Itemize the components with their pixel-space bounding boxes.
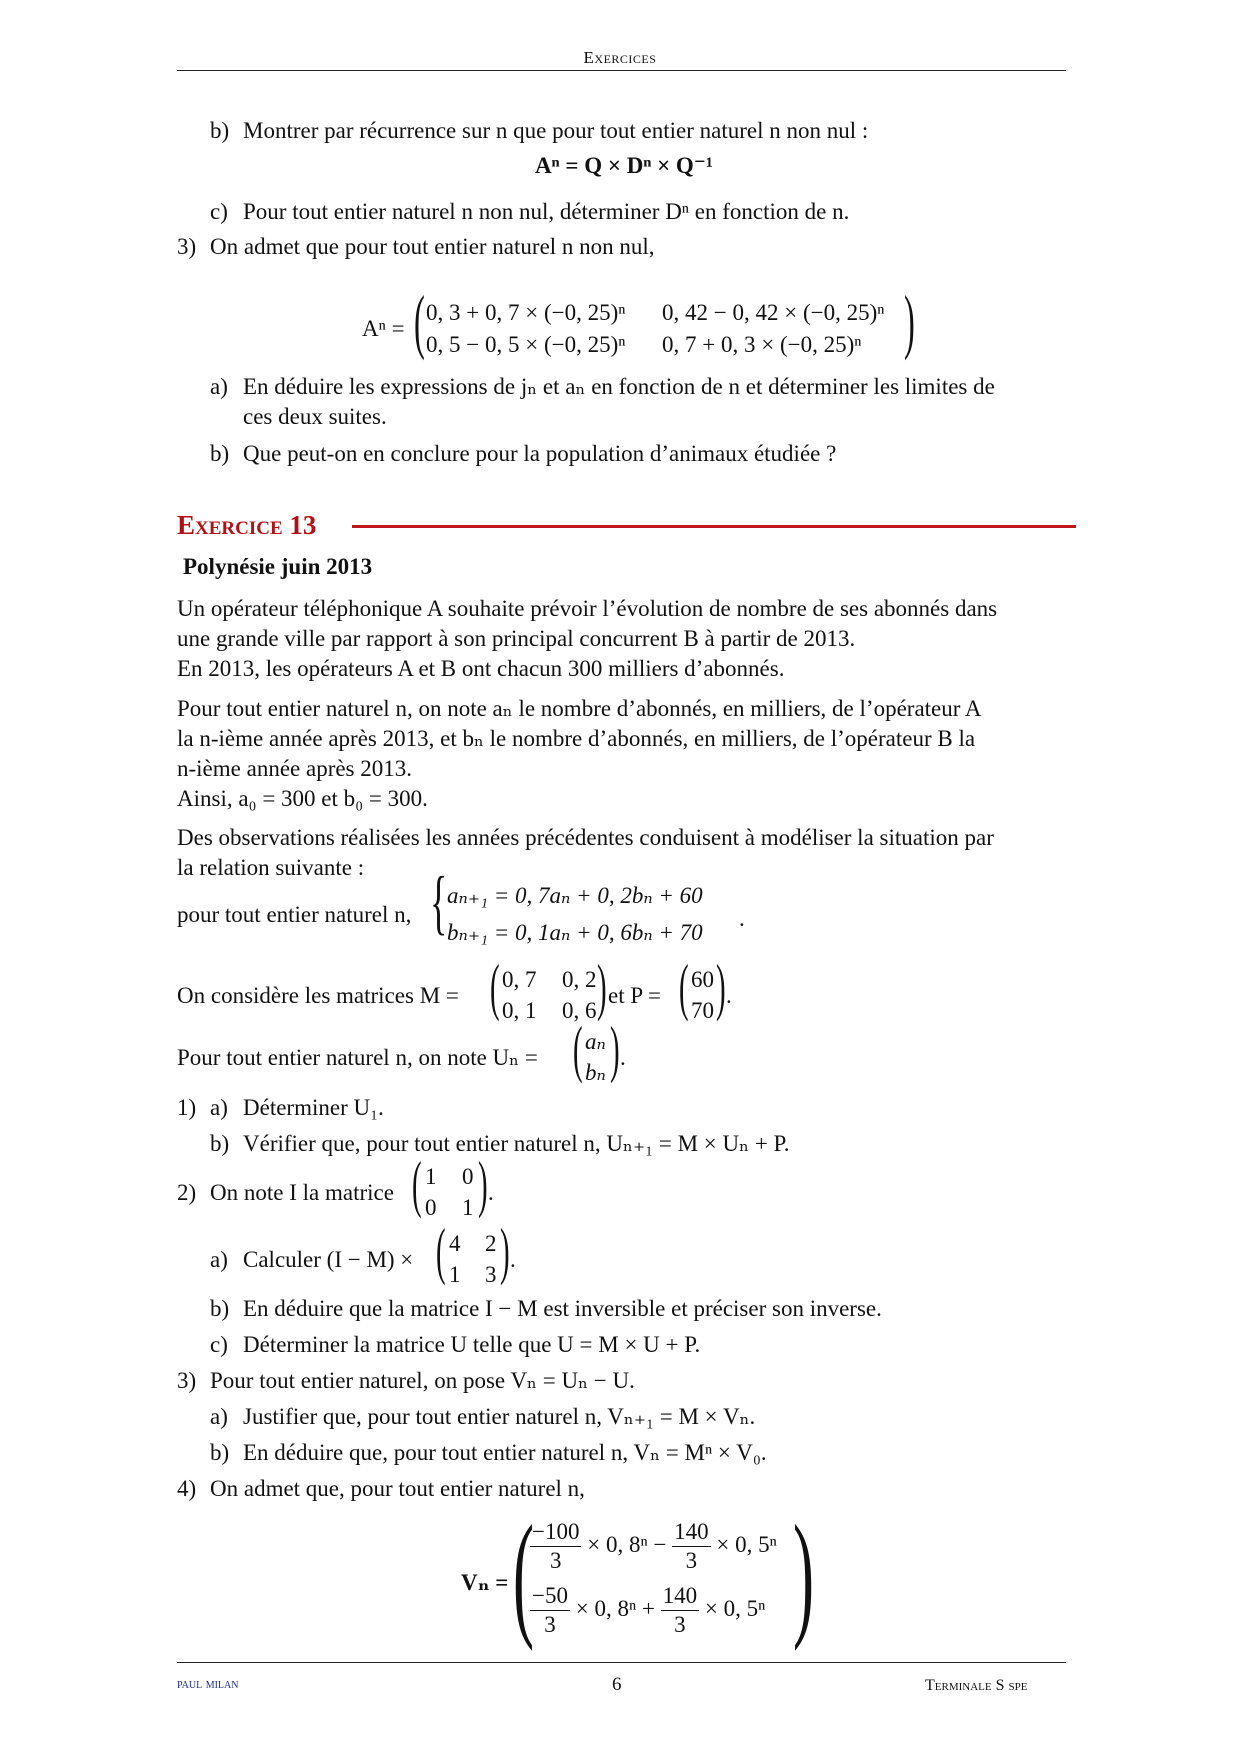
- exercise-rule: [352, 525, 1076, 528]
- paragraph-line: Ainsi, a₀ = 300 et b₀ = 300.: [177, 786, 428, 811]
- q2c-text: Pour tout entier naturel n non nul, déterminer Dⁿ en fonction de n.: [243, 199, 850, 224]
- paragraph-line: la n-ième année après 2013, et bₙ le nombre d’abonnés, en milliers, de l’opérateur B la: [177, 726, 976, 751]
- vn-row1: $\frac{-100}{3}$ × 0, 8ⁿ − $\frac{140}{3}$ × 0, 5ⁿ: [532, 1519, 777, 1573]
- matrix-cell: 0: [462, 1164, 474, 1189]
- paragraph-line: n-ième année après 2013.: [177, 756, 413, 781]
- matrix-cell: 60: [691, 967, 714, 992]
- footer-rule: [177, 1662, 1066, 1663]
- punctuation: .: [620, 1045, 626, 1070]
- footer-course: Terminale S spe: [925, 1677, 1028, 1694]
- matrix-cell: 0, 42 − 0, 42 × (−0, 25)ⁿ: [662, 300, 885, 325]
- equation-an: Aⁿ = Q × Dⁿ × Q⁻¹: [535, 153, 713, 178]
- exercise-source: Polynésie juin 2013: [183, 554, 373, 579]
- matrix-cell: 1: [425, 1164, 437, 1189]
- matrix-cell: 0, 6: [562, 998, 597, 1023]
- system-eq1: aₙ₊₁ = 0, 7aₙ + 0, 2bₙ + 60: [447, 883, 703, 908]
- question-sub: a): [210, 1404, 228, 1429]
- question-label: 3): [177, 1368, 197, 1393]
- page-number: 6: [612, 1674, 622, 1695]
- question-text: Vérifier que, pour tout entier naturel n, Uₙ₊₁ = M × Uₙ + P.: [243, 1131, 790, 1156]
- matrix-cell: 3: [485, 1262, 497, 1287]
- question-sub: a): [210, 1247, 228, 1272]
- question-sub: b): [210, 1296, 230, 1321]
- matrix-cell: 0: [425, 1195, 437, 1220]
- question-text: Déterminer U₁.: [243, 1095, 384, 1120]
- matrix-open-paren: (: [490, 951, 500, 1022]
- question-text: Calculer (I − M) ×: [243, 1247, 414, 1272]
- matrix-cell: 70: [691, 998, 714, 1023]
- question-text: Déterminer la matrice U telle que U = M × U + P.: [243, 1332, 701, 1357]
- exercise-title: Exercice 13: [177, 510, 317, 540]
- q3a-text: En déduire les expressions de jₙ et aₙ en fonction de n et déterminer les limites de: [243, 374, 995, 399]
- matrix-cell: 0, 5 − 0, 5 × (−0, 25)ⁿ: [426, 332, 626, 357]
- matrix-open-paren: (: [573, 1013, 583, 1084]
- matrix-cell: 1: [462, 1195, 474, 1220]
- question-text: On note I la matrice: [210, 1180, 394, 1205]
- q3-text: On admet que pour tout entier naturel n non nul,: [210, 234, 655, 259]
- matrix-cell: 0, 3 + 0, 7 × (−0, 25)ⁿ: [426, 300, 626, 325]
- question-sub: b): [210, 1440, 230, 1465]
- matrix-open-paren: (: [412, 1148, 422, 1219]
- q3-label: 3): [177, 234, 197, 259]
- question-label: 2): [177, 1180, 197, 1205]
- et-p-label: et P =: [608, 983, 662, 1008]
- brace: {: [430, 862, 448, 942]
- matrix-close-paren: ): [904, 281, 915, 361]
- paragraph-line: Pour tout entier naturel n, on note aₙ le nombre d’abonnés, en milliers, de l’opérateur A: [177, 696, 982, 721]
- question-label: 4): [177, 1476, 197, 1501]
- question-text: En déduire que, pour tout entier naturel n, Vₙ = Mⁿ × V₀.: [243, 1440, 767, 1465]
- paragraph-line: Des observations réalisées les années précédentes conduisent à modéliser la situation par: [177, 825, 994, 850]
- question-text: Pour tout entier naturel, on pose Vₙ = Uₙ − U.: [210, 1368, 635, 1393]
- punctuation: .: [726, 983, 732, 1008]
- q3b-label: b): [210, 441, 230, 466]
- question-label: 1): [177, 1095, 197, 1120]
- question-text: Justifier que, pour tout entier naturel n, Vₙ₊₁ = M × Vₙ.: [243, 1404, 756, 1429]
- matrix-close-paren: ): [793, 1497, 814, 1652]
- matrix-cell: 0, 1: [502, 998, 537, 1023]
- question-text: En déduire que la matrice I − M est inversible et préciser son inverse.: [243, 1296, 882, 1321]
- vn-lhs: Vₙ =: [461, 1570, 509, 1595]
- footer-author: paul milan: [177, 1677, 239, 1692]
- q2b-text: Montrer par récurrence sur n que pour tout entier naturel n non nul :: [243, 118, 869, 143]
- header-rule: [177, 70, 1066, 71]
- system-prefix: pour tout entier naturel n,: [177, 902, 412, 927]
- matrices-intro: On considère les matrices M =: [177, 983, 459, 1008]
- q3a-text-cont: ces deux suites.: [243, 404, 387, 429]
- q2b-label: b): [210, 118, 230, 143]
- matrix-cell: bₙ: [585, 1060, 606, 1085]
- matrix-cell: 4: [449, 1231, 461, 1256]
- matrix-open-paren: (: [513, 1497, 534, 1652]
- q3b-text: Que peut-on en conclure pour la population d’animaux étudiée ?: [243, 441, 837, 466]
- matrix-cell: 0, 2: [562, 967, 597, 992]
- matrix-cell: 2: [485, 1231, 497, 1256]
- page-header: Exercices: [583, 48, 657, 67]
- paragraph-line: En 2013, les opérateurs A et B ont chacun 300 milliers d’abonnés.: [177, 656, 785, 681]
- matrix-open-paren: (: [414, 281, 425, 361]
- question-sub: c): [210, 1332, 228, 1357]
- matrix-cell: 0, 7: [502, 967, 537, 992]
- matrix-cell: 0, 7 + 0, 3 × (−0, 25)ⁿ: [662, 332, 862, 357]
- un-intro: Pour tout entier naturel n, on note Uₙ =: [177, 1045, 538, 1070]
- paragraph-line: Un opérateur téléphonique A souhaite prévoir l’évolution de nombre de ses abonnés dans: [177, 596, 998, 621]
- paragraph-line: une grande ville par rapport à son principal concurrent B à partir de 2013.: [177, 626, 856, 651]
- vn-row2: $\frac{-50}{3}$ × 0, 8ⁿ + $\frac{140}{3}$ × 0, 5ⁿ: [532, 1583, 766, 1637]
- question-sub: a): [210, 1095, 228, 1120]
- matrix-open-paren: (: [436, 1215, 446, 1286]
- matrix-close-paren: ): [597, 951, 607, 1022]
- matrix-lhs: Aⁿ =: [362, 316, 405, 341]
- system-dot: .: [739, 906, 745, 931]
- question-sub: b): [210, 1131, 230, 1156]
- matrix-cell: 1: [449, 1262, 461, 1287]
- system-eq2: bₙ₊₁ = 0, 1aₙ + 0, 6bₙ + 70: [447, 920, 703, 945]
- matrix-cell: aₙ: [585, 1029, 606, 1054]
- matrix-open-paren: (: [679, 951, 689, 1022]
- question-text: On admet que, pour tout entier naturel n,: [210, 1476, 585, 1501]
- q2c-label: c): [210, 199, 228, 224]
- paragraph-line: la relation suivante :: [177, 855, 365, 880]
- q3a-label: a): [210, 374, 228, 399]
